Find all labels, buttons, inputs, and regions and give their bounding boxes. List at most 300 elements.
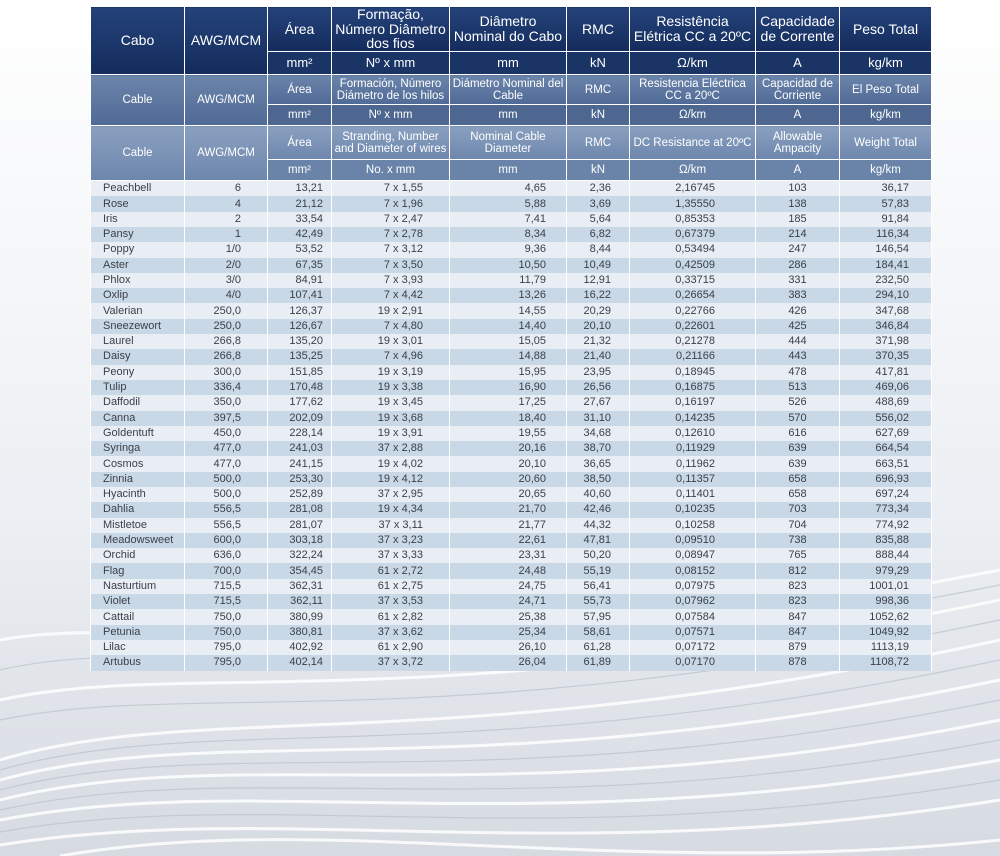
awg-cell: 3/0 bbox=[185, 273, 268, 288]
area-cell: 362,11 bbox=[268, 594, 332, 609]
rmc-cell: 55,73 bbox=[567, 594, 630, 609]
area-cell: 281,08 bbox=[268, 502, 332, 517]
ampacity-cell: 878 bbox=[756, 655, 840, 670]
area-cell: 202,09 bbox=[268, 411, 332, 426]
ampacity-cell: 639 bbox=[756, 441, 840, 456]
cable-name-cell: Syringa bbox=[91, 441, 185, 456]
rmc-cell: 61,89 bbox=[567, 655, 630, 670]
weight-cell: 346,84 bbox=[840, 319, 932, 334]
diameter-cell: 18,40 bbox=[450, 411, 567, 426]
rmc-cell: 57,95 bbox=[567, 609, 630, 624]
diameter-cell: 26,04 bbox=[450, 655, 567, 670]
rmc-cell: 3,69 bbox=[567, 196, 630, 211]
table-row bbox=[91, 625, 932, 640]
stranding-cell: 37 x 3,23 bbox=[332, 533, 450, 548]
cable-name-cell: Canna bbox=[91, 411, 185, 426]
cable-name-cell: Oxlip bbox=[91, 288, 185, 303]
resistance-cell: 0,26654 bbox=[630, 288, 756, 303]
awg-cell: 750,0 bbox=[185, 609, 268, 624]
area-cell: 13,21 bbox=[268, 181, 332, 197]
stranding-cell: 7 x 3,93 bbox=[332, 273, 450, 288]
col-header-resistance: DC Resistance at 20ºC bbox=[630, 126, 756, 160]
area-cell: 253,30 bbox=[268, 472, 332, 487]
cable-name-cell: Tulip bbox=[91, 380, 185, 395]
stranding-cell: 61 x 2,82 bbox=[332, 609, 450, 624]
weight-cell: 663,51 bbox=[840, 456, 932, 471]
col-header-rmc: RMC bbox=[567, 126, 630, 160]
resistance-cell: 0,09510 bbox=[630, 533, 756, 548]
col-header-diameter: Diâmetro Nominal do Cabo bbox=[450, 7, 567, 52]
table-row bbox=[91, 441, 932, 456]
resistance-cell: 0,07172 bbox=[630, 640, 756, 655]
stranding-cell: 7 x 3,12 bbox=[332, 242, 450, 257]
resistance-cell: 0,11357 bbox=[630, 472, 756, 487]
stranding-cell: 19 x 3,45 bbox=[332, 395, 450, 410]
col-header-resistance: Resistência Elétrica CC a 20ºC bbox=[630, 7, 756, 52]
resistance-cell: 0,07584 bbox=[630, 609, 756, 624]
weight-cell: 556,02 bbox=[840, 411, 932, 426]
resistance-cell: 0,10258 bbox=[630, 518, 756, 533]
awg-cell: 795,0 bbox=[185, 640, 268, 655]
area-cell: 170,48 bbox=[268, 380, 332, 395]
diameter-cell: 23,31 bbox=[450, 548, 567, 563]
table-row bbox=[91, 426, 932, 441]
rmc-cell: 31,10 bbox=[567, 411, 630, 426]
ampacity-cell: 103 bbox=[756, 181, 840, 197]
ampacity-cell: 286 bbox=[756, 258, 840, 273]
resistance-cell: 0,42509 bbox=[630, 258, 756, 273]
col-header-cable: Cable bbox=[91, 126, 185, 181]
rmc-cell: 5,64 bbox=[567, 212, 630, 227]
resistance-cell: 0,22601 bbox=[630, 319, 756, 334]
rmc-cell: 8,44 bbox=[567, 242, 630, 257]
resistance-cell: 0,22766 bbox=[630, 303, 756, 318]
stranding-cell: 19 x 4,12 bbox=[332, 472, 450, 487]
header-row-es bbox=[91, 75, 932, 105]
table-row bbox=[91, 502, 932, 517]
cable-name-cell: Petunia bbox=[91, 625, 185, 640]
table-row bbox=[91, 273, 932, 288]
resistance-cell: 0,08947 bbox=[630, 548, 756, 563]
stranding-cell: 37 x 3,72 bbox=[332, 655, 450, 670]
cable-name-cell: Laurel bbox=[91, 334, 185, 349]
weight-cell: 370,35 bbox=[840, 349, 932, 364]
awg-cell: 477,0 bbox=[185, 441, 268, 456]
resistance-cell: 0,11401 bbox=[630, 487, 756, 502]
area-cell: 241,03 bbox=[268, 441, 332, 456]
unit-weight: kg/km bbox=[840, 105, 932, 126]
rmc-cell: 40,60 bbox=[567, 487, 630, 502]
col-header-weight: Peso Total bbox=[840, 7, 932, 52]
cable-name-cell: Violet bbox=[91, 594, 185, 609]
rmc-cell: 38,70 bbox=[567, 441, 630, 456]
col-header-diameter: Nominal Cable Diameter bbox=[450, 126, 567, 160]
stranding-cell: 19 x 4,02 bbox=[332, 456, 450, 471]
weight-cell: 184,41 bbox=[840, 258, 932, 273]
weight-cell: 1001,01 bbox=[840, 579, 932, 594]
weight-cell: 91,84 bbox=[840, 212, 932, 227]
cable-name-cell: Dahlia bbox=[91, 502, 185, 517]
diameter-cell: 7,41 bbox=[450, 212, 567, 227]
col-header-awg: AWG/MCM bbox=[185, 7, 268, 75]
resistance-cell: 0,21166 bbox=[630, 349, 756, 364]
table-row bbox=[91, 181, 932, 197]
cable-name-cell: Peony bbox=[91, 365, 185, 380]
unit-diameter: mm bbox=[450, 105, 567, 126]
unit-area: mm² bbox=[268, 52, 332, 75]
ampacity-cell: 570 bbox=[756, 411, 840, 426]
cable-name-cell: Pansy bbox=[91, 227, 185, 242]
stranding-cell: 37 x 3,62 bbox=[332, 625, 450, 640]
cable-name-cell: Rose bbox=[91, 196, 185, 211]
cable-name-cell: Daffodil bbox=[91, 395, 185, 410]
area-cell: 402,92 bbox=[268, 640, 332, 655]
table-row bbox=[91, 212, 932, 227]
table-row bbox=[91, 288, 932, 303]
unit-area: mm² bbox=[268, 160, 332, 181]
table-body bbox=[91, 181, 932, 671]
awg-cell: 500,0 bbox=[185, 472, 268, 487]
ampacity-cell: 823 bbox=[756, 579, 840, 594]
resistance-cell: 0,16197 bbox=[630, 395, 756, 410]
cable-name-cell: Phlox bbox=[91, 273, 185, 288]
resistance-cell: 0,10235 bbox=[630, 502, 756, 517]
stranding-cell: 19 x 3,38 bbox=[332, 380, 450, 395]
weight-cell: 347,68 bbox=[840, 303, 932, 318]
resistance-cell: 0,11929 bbox=[630, 441, 756, 456]
stranding-cell: 19 x 2,91 bbox=[332, 303, 450, 318]
diameter-cell: 20,10 bbox=[450, 456, 567, 471]
rmc-cell: 2,36 bbox=[567, 181, 630, 197]
awg-cell: 266,8 bbox=[185, 349, 268, 364]
resistance-cell: 0,85353 bbox=[630, 212, 756, 227]
cable-name-cell: Lilac bbox=[91, 640, 185, 655]
awg-cell: 4/0 bbox=[185, 288, 268, 303]
ampacity-cell: 765 bbox=[756, 548, 840, 563]
table-row bbox=[91, 456, 932, 471]
stranding-cell: 37 x 3,53 bbox=[332, 594, 450, 609]
col-header-stranding: Formação, Número Diâmetro dos fios bbox=[332, 7, 450, 52]
awg-cell: 266,8 bbox=[185, 334, 268, 349]
resistance-cell: 0,18945 bbox=[630, 365, 756, 380]
stranding-cell: 7 x 2,78 bbox=[332, 227, 450, 242]
unit-resistance: Ω/km bbox=[630, 105, 756, 126]
ampacity-cell: 812 bbox=[756, 563, 840, 578]
unit-stranding: Nº x mm bbox=[332, 105, 450, 126]
table-row bbox=[91, 548, 932, 563]
cable-name-cell: Flag bbox=[91, 563, 185, 578]
area-cell: 67,35 bbox=[268, 258, 332, 273]
diameter-cell: 16,90 bbox=[450, 380, 567, 395]
awg-cell: 250,0 bbox=[185, 303, 268, 318]
ampacity-cell: 658 bbox=[756, 487, 840, 502]
cable-name-cell: Daisy bbox=[91, 349, 185, 364]
cable-name-cell: Meadowsweet bbox=[91, 533, 185, 548]
ampacity-cell: 185 bbox=[756, 212, 840, 227]
resistance-cell: 0,07962 bbox=[630, 594, 756, 609]
diameter-cell: 24,48 bbox=[450, 563, 567, 578]
weight-cell: 664,54 bbox=[840, 441, 932, 456]
diameter-cell: 14,40 bbox=[450, 319, 567, 334]
area-cell: 177,62 bbox=[268, 395, 332, 410]
diameter-cell: 20,65 bbox=[450, 487, 567, 502]
weight-cell: 146,54 bbox=[840, 242, 932, 257]
table-row bbox=[91, 365, 932, 380]
rmc-cell: 23,95 bbox=[567, 365, 630, 380]
awg-cell: 300,0 bbox=[185, 365, 268, 380]
cable-name-cell: Mistletoe bbox=[91, 518, 185, 533]
table-row bbox=[91, 518, 932, 533]
cable-name-cell: Orchid bbox=[91, 548, 185, 563]
weight-cell: 36,17 bbox=[840, 181, 932, 197]
awg-cell: 250,0 bbox=[185, 319, 268, 334]
stranding-cell: 7 x 1,55 bbox=[332, 181, 450, 197]
awg-cell: 600,0 bbox=[185, 533, 268, 548]
table-row bbox=[91, 472, 932, 487]
diameter-cell: 15,95 bbox=[450, 365, 567, 380]
diameter-cell: 20,60 bbox=[450, 472, 567, 487]
col-header-awg: AWG/MCM bbox=[185, 126, 268, 181]
cable-name-cell: Artubus bbox=[91, 655, 185, 670]
col-header-resistance: Resistencia Eléctrica CC a 20ºC bbox=[630, 75, 756, 105]
ampacity-cell: 247 bbox=[756, 242, 840, 257]
awg-cell: 2 bbox=[185, 212, 268, 227]
diameter-cell: 21,70 bbox=[450, 502, 567, 517]
col-header-cable: Cable bbox=[91, 75, 185, 126]
stranding-cell: 7 x 3,50 bbox=[332, 258, 450, 273]
rmc-cell: 36,65 bbox=[567, 456, 630, 471]
stranding-cell: 19 x 4,34 bbox=[332, 502, 450, 517]
ampacity-cell: 138 bbox=[756, 196, 840, 211]
rmc-cell: 27,67 bbox=[567, 395, 630, 410]
stranding-cell: 37 x 3,11 bbox=[332, 518, 450, 533]
diameter-cell: 4,65 bbox=[450, 181, 567, 197]
unit-ampacity: A bbox=[756, 160, 840, 181]
area-cell: 84,91 bbox=[268, 273, 332, 288]
area-cell: 354,45 bbox=[268, 563, 332, 578]
col-header-rmc: RMC bbox=[567, 7, 630, 52]
unit-rmc: kN bbox=[567, 160, 630, 181]
ampacity-cell: 513 bbox=[756, 380, 840, 395]
cable-name-cell: Zinnia bbox=[91, 472, 185, 487]
table-row bbox=[91, 594, 932, 609]
col-header-weight: Weight Total bbox=[840, 126, 932, 160]
cable-name-cell: Sneezewort bbox=[91, 319, 185, 334]
stranding-cell: 61 x 2,75 bbox=[332, 579, 450, 594]
cable-name-cell: Poppy bbox=[91, 242, 185, 257]
weight-cell: 417,81 bbox=[840, 365, 932, 380]
unit-diameter: mm bbox=[450, 160, 567, 181]
rmc-cell: 21,32 bbox=[567, 334, 630, 349]
rmc-cell: 10,49 bbox=[567, 258, 630, 273]
resistance-cell: 0,67379 bbox=[630, 227, 756, 242]
awg-cell: 2/0 bbox=[185, 258, 268, 273]
col-header-stranding: Stranding, Number and Diameter of wires bbox=[332, 126, 450, 160]
stranding-cell: 19 x 3,01 bbox=[332, 334, 450, 349]
awg-cell: 636,0 bbox=[185, 548, 268, 563]
resistance-cell: 0,14235 bbox=[630, 411, 756, 426]
area-cell: 228,14 bbox=[268, 426, 332, 441]
table-row bbox=[91, 395, 932, 410]
rmc-cell: 61,28 bbox=[567, 640, 630, 655]
weight-cell: 1052,62 bbox=[840, 609, 932, 624]
rmc-cell: 44,32 bbox=[567, 518, 630, 533]
area-cell: 135,25 bbox=[268, 349, 332, 364]
diameter-cell: 13,26 bbox=[450, 288, 567, 303]
resistance-cell: 0,12610 bbox=[630, 426, 756, 441]
awg-cell: 556,5 bbox=[185, 518, 268, 533]
ampacity-cell: 847 bbox=[756, 609, 840, 624]
col-header-stranding: Formación, Número Diámetro de los hilos bbox=[332, 75, 450, 105]
weight-cell: 1113,19 bbox=[840, 640, 932, 655]
weight-cell: 835,88 bbox=[840, 533, 932, 548]
unit-stranding: Nº x mm bbox=[332, 52, 450, 75]
awg-cell: 1 bbox=[185, 227, 268, 242]
diameter-cell: 17,25 bbox=[450, 395, 567, 410]
ampacity-cell: 383 bbox=[756, 288, 840, 303]
weight-cell: 469,06 bbox=[840, 380, 932, 395]
awg-cell: 715,5 bbox=[185, 594, 268, 609]
unit-rmc: kN bbox=[567, 52, 630, 75]
col-header-ampacity: Allowable Ampacity bbox=[756, 126, 840, 160]
weight-cell: 371,98 bbox=[840, 334, 932, 349]
diameter-cell: 15,05 bbox=[450, 334, 567, 349]
awg-cell: 450,0 bbox=[185, 426, 268, 441]
weight-cell: 998,36 bbox=[840, 594, 932, 609]
weight-cell: 57,83 bbox=[840, 196, 932, 211]
diameter-cell: 22,61 bbox=[450, 533, 567, 548]
ampacity-cell: 738 bbox=[756, 533, 840, 548]
table-row bbox=[91, 655, 932, 670]
cable-name-cell: Cattail bbox=[91, 609, 185, 624]
awg-cell: 1/0 bbox=[185, 242, 268, 257]
table-row bbox=[91, 334, 932, 349]
table-row bbox=[91, 380, 932, 395]
rmc-cell: 12,91 bbox=[567, 273, 630, 288]
table-row bbox=[91, 303, 932, 318]
area-cell: 126,37 bbox=[268, 303, 332, 318]
weight-cell: 697,24 bbox=[840, 487, 932, 502]
area-cell: 21,12 bbox=[268, 196, 332, 211]
col-header-ampacity: Capacidad de Corriente bbox=[756, 75, 840, 105]
stranding-cell: 61 x 2,72 bbox=[332, 563, 450, 578]
rmc-cell: 6,82 bbox=[567, 227, 630, 242]
area-cell: 380,81 bbox=[268, 625, 332, 640]
rmc-cell: 20,29 bbox=[567, 303, 630, 318]
diameter-cell: 9,36 bbox=[450, 242, 567, 257]
cable-name-cell: Nasturtium bbox=[91, 579, 185, 594]
weight-cell: 773,34 bbox=[840, 502, 932, 517]
table-row bbox=[91, 640, 932, 655]
rmc-cell: 42,46 bbox=[567, 502, 630, 517]
rmc-cell: 55,19 bbox=[567, 563, 630, 578]
awg-cell: 350,0 bbox=[185, 395, 268, 410]
stranding-cell: 7 x 4,96 bbox=[332, 349, 450, 364]
resistance-cell: 0,53494 bbox=[630, 242, 756, 257]
resistance-cell: 0,21278 bbox=[630, 334, 756, 349]
awg-cell: 477,0 bbox=[185, 456, 268, 471]
ampacity-cell: 526 bbox=[756, 395, 840, 410]
resistance-cell: 1,35550 bbox=[630, 196, 756, 211]
unit-area: mm² bbox=[268, 105, 332, 126]
area-cell: 281,07 bbox=[268, 518, 332, 533]
area-cell: 42,49 bbox=[268, 227, 332, 242]
ampacity-cell: 704 bbox=[756, 518, 840, 533]
awg-cell: 336,4 bbox=[185, 380, 268, 395]
unit-ampacity: A bbox=[756, 52, 840, 75]
rmc-cell: 56,41 bbox=[567, 579, 630, 594]
stranding-cell: 37 x 2,95 bbox=[332, 487, 450, 502]
resistance-cell: 0,07571 bbox=[630, 625, 756, 640]
rmc-cell: 26,56 bbox=[567, 380, 630, 395]
weight-cell: 696,93 bbox=[840, 472, 932, 487]
weight-cell: 1108,72 bbox=[840, 655, 932, 670]
col-header-ampacity: Capacidade de Corrente bbox=[756, 7, 840, 52]
area-cell: 241,15 bbox=[268, 456, 332, 471]
weight-cell: 294,10 bbox=[840, 288, 932, 303]
ampacity-cell: 331 bbox=[756, 273, 840, 288]
diameter-cell: 14,55 bbox=[450, 303, 567, 318]
diameter-cell: 14,88 bbox=[450, 349, 567, 364]
weight-cell: 488,69 bbox=[840, 395, 932, 410]
col-header-awg: AWG/MCM bbox=[185, 75, 268, 126]
resistance-cell: 2,16745 bbox=[630, 181, 756, 197]
area-cell: 252,89 bbox=[268, 487, 332, 502]
diameter-cell: 11,79 bbox=[450, 273, 567, 288]
stranding-cell: 7 x 2,47 bbox=[332, 212, 450, 227]
ampacity-cell: 214 bbox=[756, 227, 840, 242]
awg-cell: 700,0 bbox=[185, 563, 268, 578]
area-cell: 126,67 bbox=[268, 319, 332, 334]
unit-weight: kg/km bbox=[840, 160, 932, 181]
rmc-cell: 21,40 bbox=[567, 349, 630, 364]
table-row bbox=[91, 533, 932, 548]
unit-weight: kg/km bbox=[840, 52, 932, 75]
col-header-weight: El Peso Total bbox=[840, 75, 932, 105]
resistance-cell: 0,11962 bbox=[630, 456, 756, 471]
col-header-diameter: Diámetro Nominal del Cable bbox=[450, 75, 567, 105]
col-header-area: Área bbox=[268, 75, 332, 105]
diameter-cell: 24,75 bbox=[450, 579, 567, 594]
resistance-cell: 0,33715 bbox=[630, 273, 756, 288]
area-cell: 303,18 bbox=[268, 533, 332, 548]
weight-cell: 1049,92 bbox=[840, 625, 932, 640]
ampacity-cell: 703 bbox=[756, 502, 840, 517]
weight-cell: 232,50 bbox=[840, 273, 932, 288]
area-cell: 362,31 bbox=[268, 579, 332, 594]
awg-cell: 500,0 bbox=[185, 487, 268, 502]
rmc-cell: 50,20 bbox=[567, 548, 630, 563]
ampacity-cell: 425 bbox=[756, 319, 840, 334]
awg-cell: 4 bbox=[185, 196, 268, 211]
rmc-cell: 58,61 bbox=[567, 625, 630, 640]
awg-cell: 397,5 bbox=[185, 411, 268, 426]
unit-ampacity: A bbox=[756, 105, 840, 126]
area-cell: 107,41 bbox=[268, 288, 332, 303]
area-cell: 135,20 bbox=[268, 334, 332, 349]
ampacity-cell: 616 bbox=[756, 426, 840, 441]
ampacity-cell: 443 bbox=[756, 349, 840, 364]
resistance-cell: 0,07170 bbox=[630, 655, 756, 670]
weight-cell: 627,69 bbox=[840, 426, 932, 441]
cable-name-cell: Goldentuft bbox=[91, 426, 185, 441]
table-row bbox=[91, 319, 932, 334]
rmc-cell: 16,22 bbox=[567, 288, 630, 303]
table-row bbox=[91, 196, 932, 211]
ampacity-cell: 879 bbox=[756, 640, 840, 655]
stranding-cell: 37 x 2,88 bbox=[332, 441, 450, 456]
table-header bbox=[91, 7, 932, 181]
